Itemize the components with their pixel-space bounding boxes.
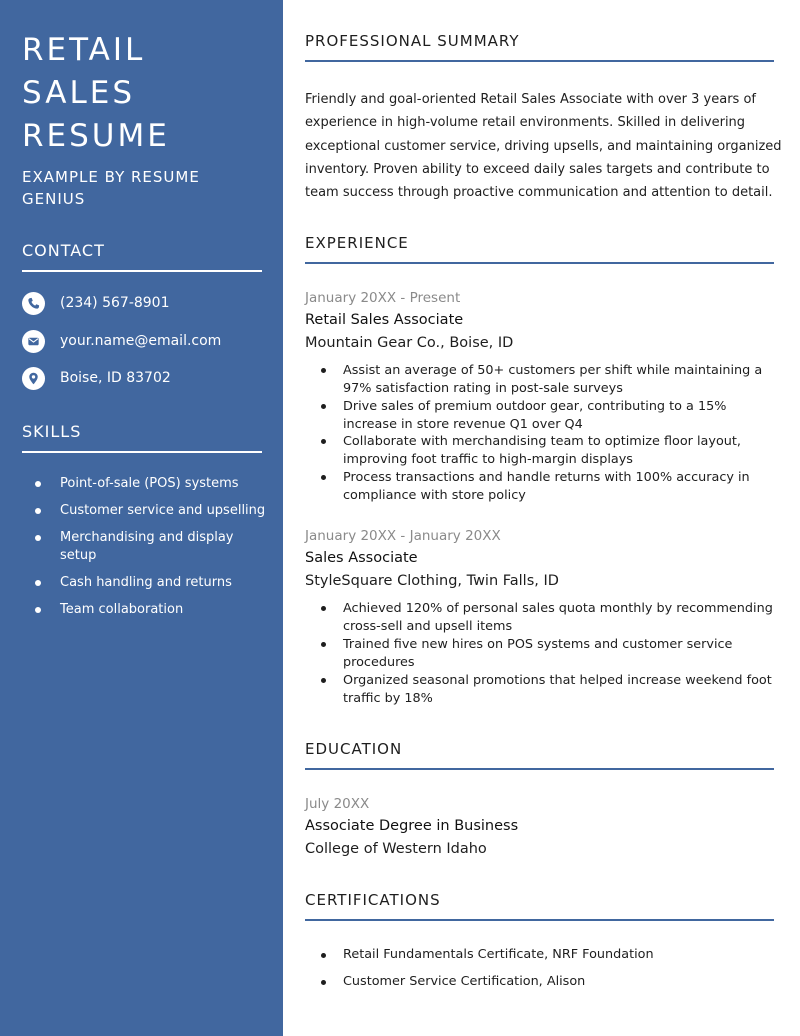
resume-subtitle-line-1: EXAMPLE BY RESUME xyxy=(22,168,200,186)
job-bullet: Collaborate with merchandising team to optimize floor layout, improving foot traffic to high-margin displays xyxy=(343,434,741,467)
bullet-icon xyxy=(321,678,326,683)
experience-divider xyxy=(305,262,774,264)
main-content xyxy=(283,0,800,1036)
job-bullet: Drive sales of premium outdoor gear, contributing to a 15% increase in store revenue Q1 over Q4 xyxy=(343,399,727,432)
job-dates: January 20XX - January 20XX xyxy=(305,528,501,544)
certification-item: Retail Fundamentals Certificate, NRF Foundation xyxy=(343,947,654,962)
contact-email xyxy=(22,330,262,354)
bullet-icon xyxy=(321,439,326,444)
bullet-icon xyxy=(321,953,326,958)
job-company: Mountain Gear Co., Boise, ID xyxy=(305,335,514,351)
skills-heading: SKILLS xyxy=(22,422,82,441)
phone-icon xyxy=(22,292,45,315)
experience-heading: EXPERIENCE xyxy=(305,234,409,252)
bullet-icon xyxy=(321,475,326,480)
job-company: StyleSquare Clothing, Twin Falls, ID xyxy=(305,573,559,589)
contact-phone xyxy=(22,292,262,316)
bullet-icon xyxy=(35,607,41,613)
contact-divider xyxy=(22,270,262,272)
sidebar xyxy=(0,0,283,1036)
bullet-icon xyxy=(321,404,326,409)
bullet-icon xyxy=(35,481,41,487)
contact-location xyxy=(22,367,262,391)
bullet-icon xyxy=(321,980,326,985)
skill-item: Merchandising and display setup xyxy=(60,530,234,563)
job-bullet: Organized seasonal promotions that helped increase weekend foot traffic by 18% xyxy=(343,673,772,706)
skills-divider xyxy=(22,451,262,453)
resume-title-line-2: SALES xyxy=(22,75,135,111)
summary-heading: PROFESSIONAL SUMMARY xyxy=(305,32,520,50)
job-bullet: Assist an average of 50+ customers per shift while maintaining a 97% satisfaction rating in post-sale surveys xyxy=(343,363,763,396)
bullet-icon xyxy=(321,606,326,611)
bullet-icon xyxy=(321,368,326,373)
job-bullet: Trained five new hires on POS systems and customer service procedures xyxy=(343,637,733,670)
education-heading: EDUCATION xyxy=(305,740,403,758)
job-bullet: Achieved 120% of personal sales quota monthly by recommending cross-sell and upsell items xyxy=(343,601,773,634)
skill-item: Cash handling and returns xyxy=(60,575,232,590)
bullet-icon xyxy=(321,642,326,647)
bullet-icon xyxy=(35,535,41,541)
resume-title-line-3: RESUME xyxy=(22,118,170,154)
job-title: Retail Sales Associate xyxy=(305,312,464,328)
certification-item: Customer Service Certification, Alison xyxy=(343,974,586,989)
contact-phone-text: (234) 567-8901 xyxy=(60,295,170,311)
skill-item: Customer service and upselling xyxy=(60,503,266,518)
education-divider xyxy=(305,768,774,770)
job-title: Sales Associate xyxy=(305,550,418,566)
skill-item: Team collaboration xyxy=(60,602,184,617)
contact-email-text: your.name@email.com xyxy=(60,333,222,349)
summary-divider xyxy=(305,60,774,62)
location-pin-icon xyxy=(22,367,45,390)
certifications-heading: CERTIFICATIONS xyxy=(305,891,441,909)
resume-subtitle-line-2: GENIUS xyxy=(22,190,86,208)
skill-item: Point-of-sale (POS) systems xyxy=(60,476,239,491)
bullet-icon xyxy=(35,580,41,586)
contact-heading: CONTACT xyxy=(22,241,105,260)
education-school: College of Western Idaho xyxy=(305,841,487,857)
job-bullet: Process transactions and handle returns with 100% accuracy in compliance with store policy xyxy=(343,470,750,503)
education-date: July 20XX xyxy=(305,796,370,812)
education-degree: Associate Degree in Business xyxy=(305,818,519,834)
email-icon xyxy=(22,330,45,353)
contact-location-text: Boise, ID 83702 xyxy=(60,370,171,386)
resume-title-line-1: RETAIL xyxy=(22,32,146,68)
summary-text: Friendly and goal-oriented Retail Sales Associate with over 3 years of experience in high-volume retail environments. Skilled in delivering exceptional customer service, driving upsells, and maintaining organized inventory. Proven ability to exceed daily sales targets and contribute to team success through proactive communication and attention to detail. xyxy=(305,92,782,201)
bullet-icon xyxy=(35,508,41,514)
job-dates: January 20XX - Present xyxy=(305,290,461,306)
certifications-divider xyxy=(305,919,774,921)
